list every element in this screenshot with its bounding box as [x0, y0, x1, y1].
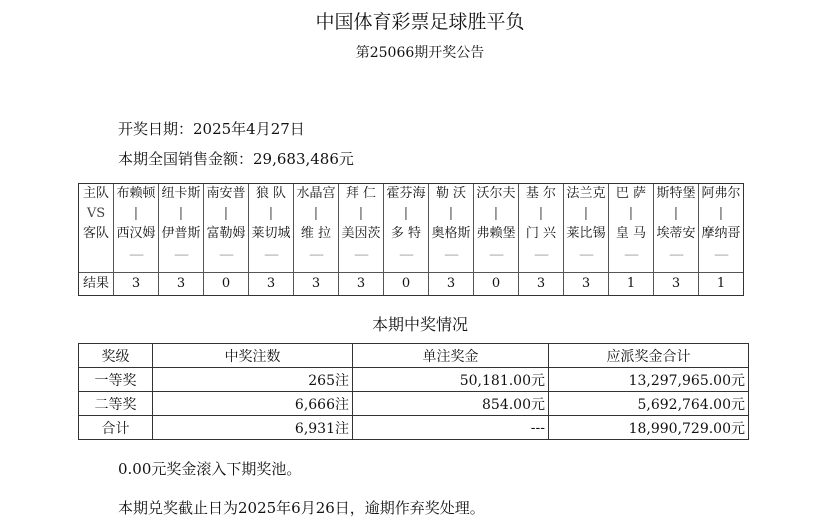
prize-count: 265注 [153, 368, 353, 392]
match-column [654, 184, 699, 273]
match-divider: ----- [129, 248, 143, 261]
match-column [474, 184, 519, 273]
match-column [159, 184, 204, 273]
match-column [204, 184, 249, 273]
match-result: 0 [474, 273, 519, 296]
home-team: 拜 仁 [345, 186, 377, 201]
away-team: 多 特 [390, 226, 422, 241]
match-separator: | [628, 206, 634, 221]
match-column [519, 184, 564, 273]
prize-total: 13,297,965.00元 [549, 368, 749, 392]
prize-table [78, 343, 749, 440]
header-count: 中奖注数 [153, 344, 353, 368]
prize-count: 6,931注 [153, 416, 353, 440]
match-column [699, 184, 744, 273]
match-column [294, 184, 339, 273]
match-separator: | [178, 206, 184, 221]
match-result: 3 [564, 273, 609, 296]
match-separator: | [268, 206, 274, 221]
match-result: 3 [339, 273, 384, 296]
away-team: 莱比锡 [566, 226, 606, 241]
match-separator: | [673, 206, 679, 221]
match-column [114, 184, 159, 273]
home-team: 基 尔 [525, 186, 557, 201]
prize-unit: 854.00元 [353, 392, 549, 416]
match-result: 3 [654, 273, 699, 296]
table-row [79, 368, 749, 392]
match-divider: ----- [309, 248, 323, 261]
match-separator: | [403, 206, 409, 221]
match-separator: | [718, 206, 724, 221]
home-team: 巴 萨 [615, 186, 647, 201]
home-team: 南安普 [206, 186, 246, 201]
match-column [564, 184, 609, 273]
prize-total: 18,990,729.00元 [549, 416, 749, 440]
home-team: 布赖顿 [116, 186, 156, 201]
prize-header-row [79, 344, 749, 368]
away-team: 西汉姆 [116, 226, 156, 241]
home-label: 主队 [82, 186, 109, 201]
match-result: 0 [204, 273, 249, 296]
header-level: 奖级 [79, 344, 153, 368]
home-team: 霍芬海 [386, 186, 426, 201]
match-result: 3 [294, 273, 339, 296]
match-column [609, 184, 654, 273]
match-divider: ----- [219, 248, 233, 261]
match-separator: | [313, 206, 319, 221]
sales-amount: 本期全国销售金额：29,683,486元 [118, 150, 354, 168]
match-separator: | [448, 206, 454, 221]
match-divider: ----- [444, 248, 458, 261]
pool-note: 0.00元奖金滚入下期奖池。 [118, 460, 302, 478]
away-team: 门 兴 [525, 226, 557, 241]
match-divider: ----- [174, 248, 188, 261]
draw-date: 开奖日期：2025年4月27日 [118, 120, 305, 138]
match-separator: | [493, 206, 499, 221]
away-label: 客队 [82, 226, 109, 241]
match-results-table [78, 183, 744, 296]
prize-count: 6,666注 [153, 392, 353, 416]
home-team: 沃尔夫 [476, 186, 516, 201]
match-separator: | [223, 206, 229, 221]
match-divider: ----- [399, 248, 413, 261]
match-result: 0 [384, 273, 429, 296]
home-team: 纽卡斯 [161, 186, 201, 201]
result-label: 结果 [79, 273, 114, 296]
prize-level: 二等奖 [79, 392, 153, 416]
prize-unit: --- [353, 416, 549, 440]
away-team: 维 拉 [300, 226, 332, 241]
match-result: 3 [519, 273, 564, 296]
home-team: 水晶宫 [296, 186, 336, 201]
match-result: 3 [114, 273, 159, 296]
match-divider: ----- [579, 248, 593, 261]
home-team: 勒 沃 [435, 186, 467, 201]
home-team: 斯特堡 [656, 186, 696, 201]
away-team: 弗赖堡 [476, 226, 516, 241]
away-team: 摩纳哥 [701, 226, 741, 241]
away-team: 美因茨 [341, 226, 381, 241]
prize-unit: 50,181.00元 [353, 368, 549, 392]
match-column [384, 184, 429, 273]
announcement-subtitle: 第25066期开奖公告 [355, 45, 485, 61]
match-divider: ----- [534, 248, 548, 261]
match-result: 3 [429, 273, 474, 296]
away-team: 埃蒂安 [656, 226, 696, 241]
home-team: 法兰克 [566, 186, 606, 201]
prize-level: 合计 [79, 416, 153, 440]
prize-level: 一等奖 [79, 368, 153, 392]
match-separator: | [133, 206, 139, 221]
match-column [249, 184, 294, 273]
match-result: 1 [609, 273, 654, 296]
match-divider: ----- [669, 248, 683, 261]
table-row [79, 392, 749, 416]
match-result: 3 [249, 273, 294, 296]
away-team: 皇 马 [615, 226, 647, 241]
match-column [429, 184, 474, 273]
match-divider: ----- [714, 248, 728, 261]
away-team: 伊普斯 [161, 226, 201, 241]
match-column [339, 184, 384, 273]
announcement-title: 中国体育彩票足球胜平负 [315, 11, 525, 33]
match-divider: ----- [264, 248, 278, 261]
team-labels [79, 184, 114, 273]
match-separator: | [538, 206, 544, 221]
match-result: 1 [699, 273, 744, 296]
away-team: 莱切城 [251, 226, 291, 241]
header-total-prize: 应派奖金合计 [549, 344, 749, 368]
match-teams-row [79, 184, 744, 273]
away-team: 富勒姆 [206, 226, 246, 241]
match-divider: ----- [489, 248, 503, 261]
match-results-row [79, 273, 744, 296]
vs-label: VS [86, 206, 106, 221]
match-separator: | [358, 206, 364, 221]
prize-section-title: 本期中奖情况 [371, 315, 468, 334]
match-separator: | [583, 206, 589, 221]
match-divider: ----- [624, 248, 638, 261]
deadline-note: 本期兑奖截止日为2025年6月26日，逾期作弃奖处理。 [118, 499, 485, 517]
home-team: 阿弗尔 [701, 186, 741, 201]
away-team: 奥格斯 [431, 226, 471, 241]
prize-total: 5,692,764.00元 [549, 392, 749, 416]
match-result: 3 [159, 273, 204, 296]
table-row [79, 416, 749, 440]
match-divider: ----- [354, 248, 368, 261]
header-unit-prize: 单注奖金 [353, 344, 549, 368]
home-team: 狼 队 [255, 186, 287, 201]
